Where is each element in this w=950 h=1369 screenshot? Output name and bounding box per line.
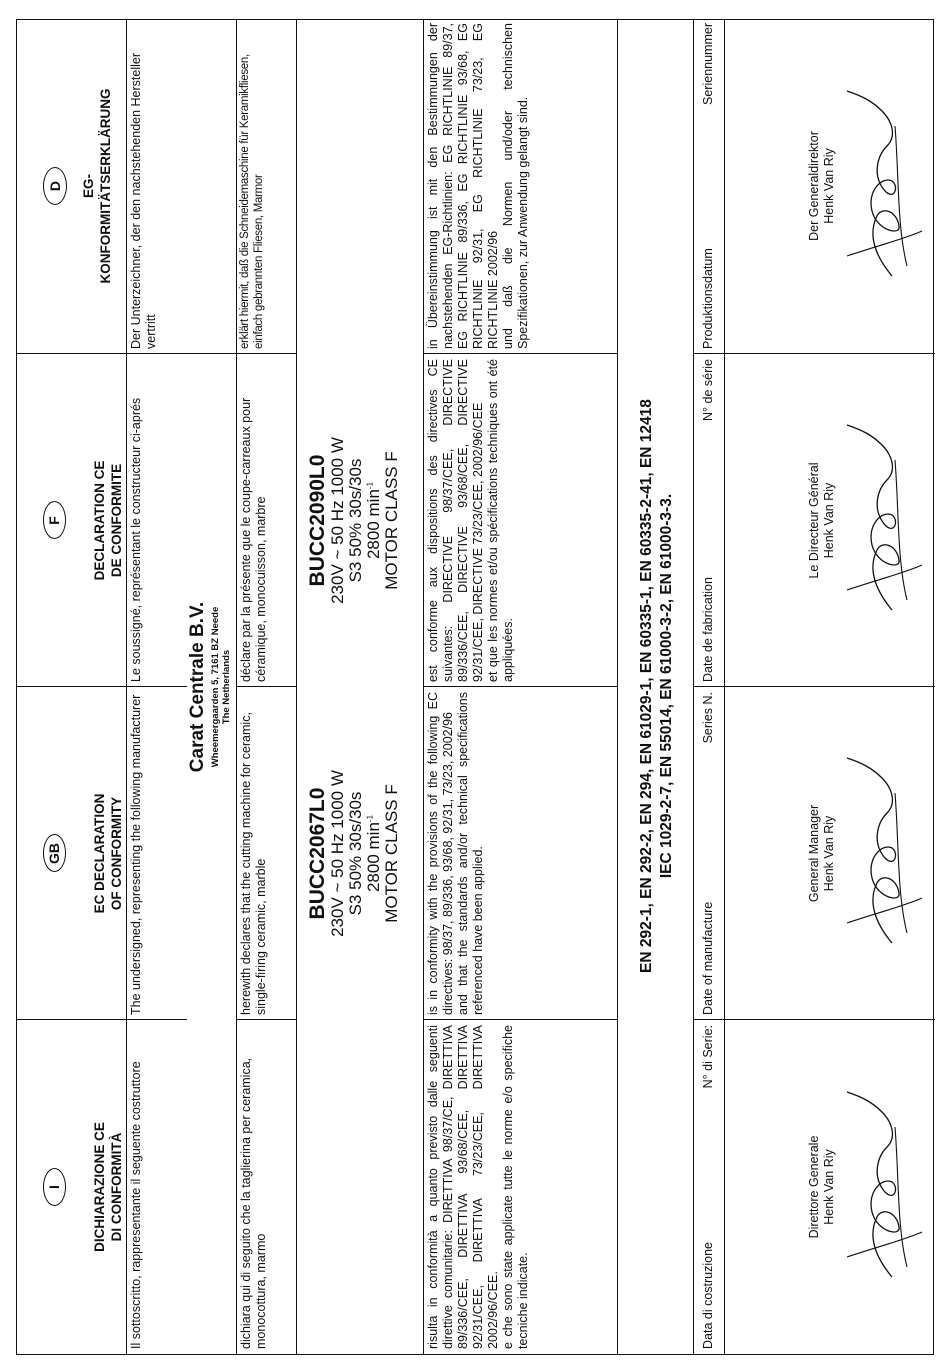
- signer-name: Henk Van Riy: [822, 1149, 836, 1225]
- manufacturer-address: Wheemergaarden 5, 7161 BZ Neede: [209, 606, 221, 768]
- signer-role: Le Directeur Général: [807, 462, 821, 579]
- declares-de: erklärt hiermit, daß die Schneidemaschine für Keramikfliesen, einfach gebrannten Fliesen, Marmor: [239, 54, 265, 349]
- language-badge: GB: [43, 835, 66, 873]
- model-speed: 2800 $\min^{-1}$: [363, 814, 383, 893]
- header-de: [17, 18, 126, 354]
- signature-fr: [807, 354, 932, 687]
- row-divider: [617, 20, 618, 1354]
- handwritten-signature: [837, 86, 927, 286]
- conformity-de: in Übereinstimmung ist mit den Bestimmungen der nachstehenden EG-Richtlinien: EG RICHTLINIE 89/37, EG RICHTLINIE 89/336, EG RICHTLINIE 93/68, EG RICHTLINIE 92/31, EG RICHTLINIE 73/23, EG RICHTLINIE 2002/96 und daß die Normen und/oder technischen Spezifikationen, zur Anwendung gelangt sind.: [426, 23, 530, 349]
- manufacturer-country: The Netherlands: [221, 649, 233, 725]
- handwritten-signature: [837, 754, 927, 954]
- production-en: Date of manufacture Series N.: [701, 692, 715, 1015]
- model-code: BUCC2067L0: [306, 787, 329, 920]
- signature-it: [807, 1020, 932, 1354]
- production-de: Produktionsdatum Seriennummer: [701, 23, 715, 349]
- header-title: EC DECLARATION OF CONFORMITY: [92, 793, 125, 914]
- conformity-en: is in conformity with the provisions of the following EC directives: 98/37, 89/336, 93/68, 92/31, 73/23, 2002/96 and that the standards and/or technical specifications referenced have been applied.: [426, 692, 485, 1015]
- model-power: 230V ~ 50 Hz 1000 W: [328, 437, 348, 604]
- declares-en: herewith declares that the cutting machine for ceramic, single-firing ceramic, marble: [239, 712, 268, 1015]
- signer-name: Henk Van Riy: [822, 815, 836, 892]
- model-motor: MOTOR CLASS F: [381, 451, 401, 590]
- production-fr: Date de fabrication N° de série: [701, 359, 715, 682]
- signer-name: Henk Van Riy: [822, 482, 836, 559]
- model-duty: S3 50% 30s/30s: [345, 791, 365, 916]
- standards-line-2: IEC 1029-2-7, EN 55014, EN 61000-3-2, EN 61000-3-3.: [658, 493, 676, 879]
- header-gb: [17, 687, 126, 1020]
- language-badge: F: [43, 502, 66, 540]
- signer-role: Direttore Generale: [807, 1135, 821, 1239]
- manufacturer-name: Carat Centrale B.V.: [187, 601, 208, 773]
- language-badge: D: [43, 167, 67, 205]
- row-divider: [126, 20, 127, 1354]
- standards-block: [637, 18, 677, 1354]
- undersigned-en: The undersigned, representing the following manufacturer: [129, 694, 143, 1015]
- model-power: 230V ~ 50 Hz 1000 W: [328, 770, 348, 937]
- header-title: DICHIARAZIONE CE DI CONFORMITÀ: [92, 1122, 125, 1252]
- header-it: [17, 1020, 126, 1354]
- declares-it: dichiara qui di seguito che la taglierina per ceramica, monocottura, marmo: [239, 1057, 268, 1349]
- model-block-2: [307, 354, 419, 687]
- row-divider: [296, 20, 297, 1354]
- signer-name: Henk Van Riy: [822, 148, 836, 224]
- row-divider: [423, 20, 424, 1354]
- undersigned-fr: Le soussigné, représentant le constructeur ci-aprés: [129, 397, 143, 682]
- model-duty: S3 50% 30s/30s: [345, 458, 365, 583]
- row-divider: [236, 20, 237, 1354]
- signer-role: General Manager: [807, 804, 821, 903]
- conformity-fr: est conforme aux dispositions des directives CE suivantes: DIRECTIVE 98/37/CEE, DIRECTIVE 89/336/CEE, DIRECTIVE 93/68/CEE, DIRECTIVE 92/31/CEE, DIRECTIVE 73/23/CEE, 2002/96/CEE et que les normes et/ou spécifications techniques ont été appliquées.: [426, 359, 515, 682]
- signature-de: [807, 18, 932, 354]
- signature-en: [807, 687, 932, 1020]
- model-code: BUCC2090L0: [306, 454, 329, 587]
- model-motor: MOTOR CLASS F: [381, 784, 401, 923]
- header-fr: [17, 354, 126, 687]
- conformity-it: risulta in conformità a quanto previsto dalle seguenti direttive comunitarie: DIRETTIVA 98/37/CE, DIRETTIVA 89/336/CEE, DIRETTIVA 93/68/CEE, DIRETTIVA 92/31/CEE, DIRETTIVA 73/23/CEE, DIRETTIVA 2002/96/CEE. e che sono state applicate tutte le norme e/o specifiche tecniche indicate.: [426, 1025, 530, 1349]
- language-badge: I: [43, 1168, 66, 1206]
- handwritten-signature: [837, 1087, 927, 1287]
- model-block-1: [307, 687, 419, 1020]
- header-title: EG- KONFORMITÄTSERKLÄRUNG: [81, 88, 113, 284]
- row-divider: [724, 20, 725, 1354]
- model-speed: 2800 $\min^{-1}$: [363, 481, 383, 560]
- declaration-table: [16, 19, 934, 1355]
- declares-fr: déclare par la présente que le coupe-carreaux pour céramique, monocuisson, marbre: [239, 397, 268, 682]
- header-title: DECLARATION CE DE CONFORMITE: [92, 460, 125, 581]
- handwritten-signature: [837, 421, 927, 621]
- signer-role: Der Generaldirektor: [807, 131, 821, 241]
- undersigned-de: Der Unterzeichner, der den nachstehenden Hersteller vertritt: [129, 52, 158, 349]
- manufacturer-block: [187, 354, 235, 1020]
- undersigned-it: Il sottoscritto, rappresentante il seguente costruttore: [129, 1061, 143, 1349]
- production-it: Data di costruzione N° di Serie:: [701, 1025, 715, 1349]
- standards-line-1: EN 292-1, EN 292-2, EN 294, EN 61029-1, EN 60335-1, EN 60335-2-41, EN 12418: [638, 399, 655, 973]
